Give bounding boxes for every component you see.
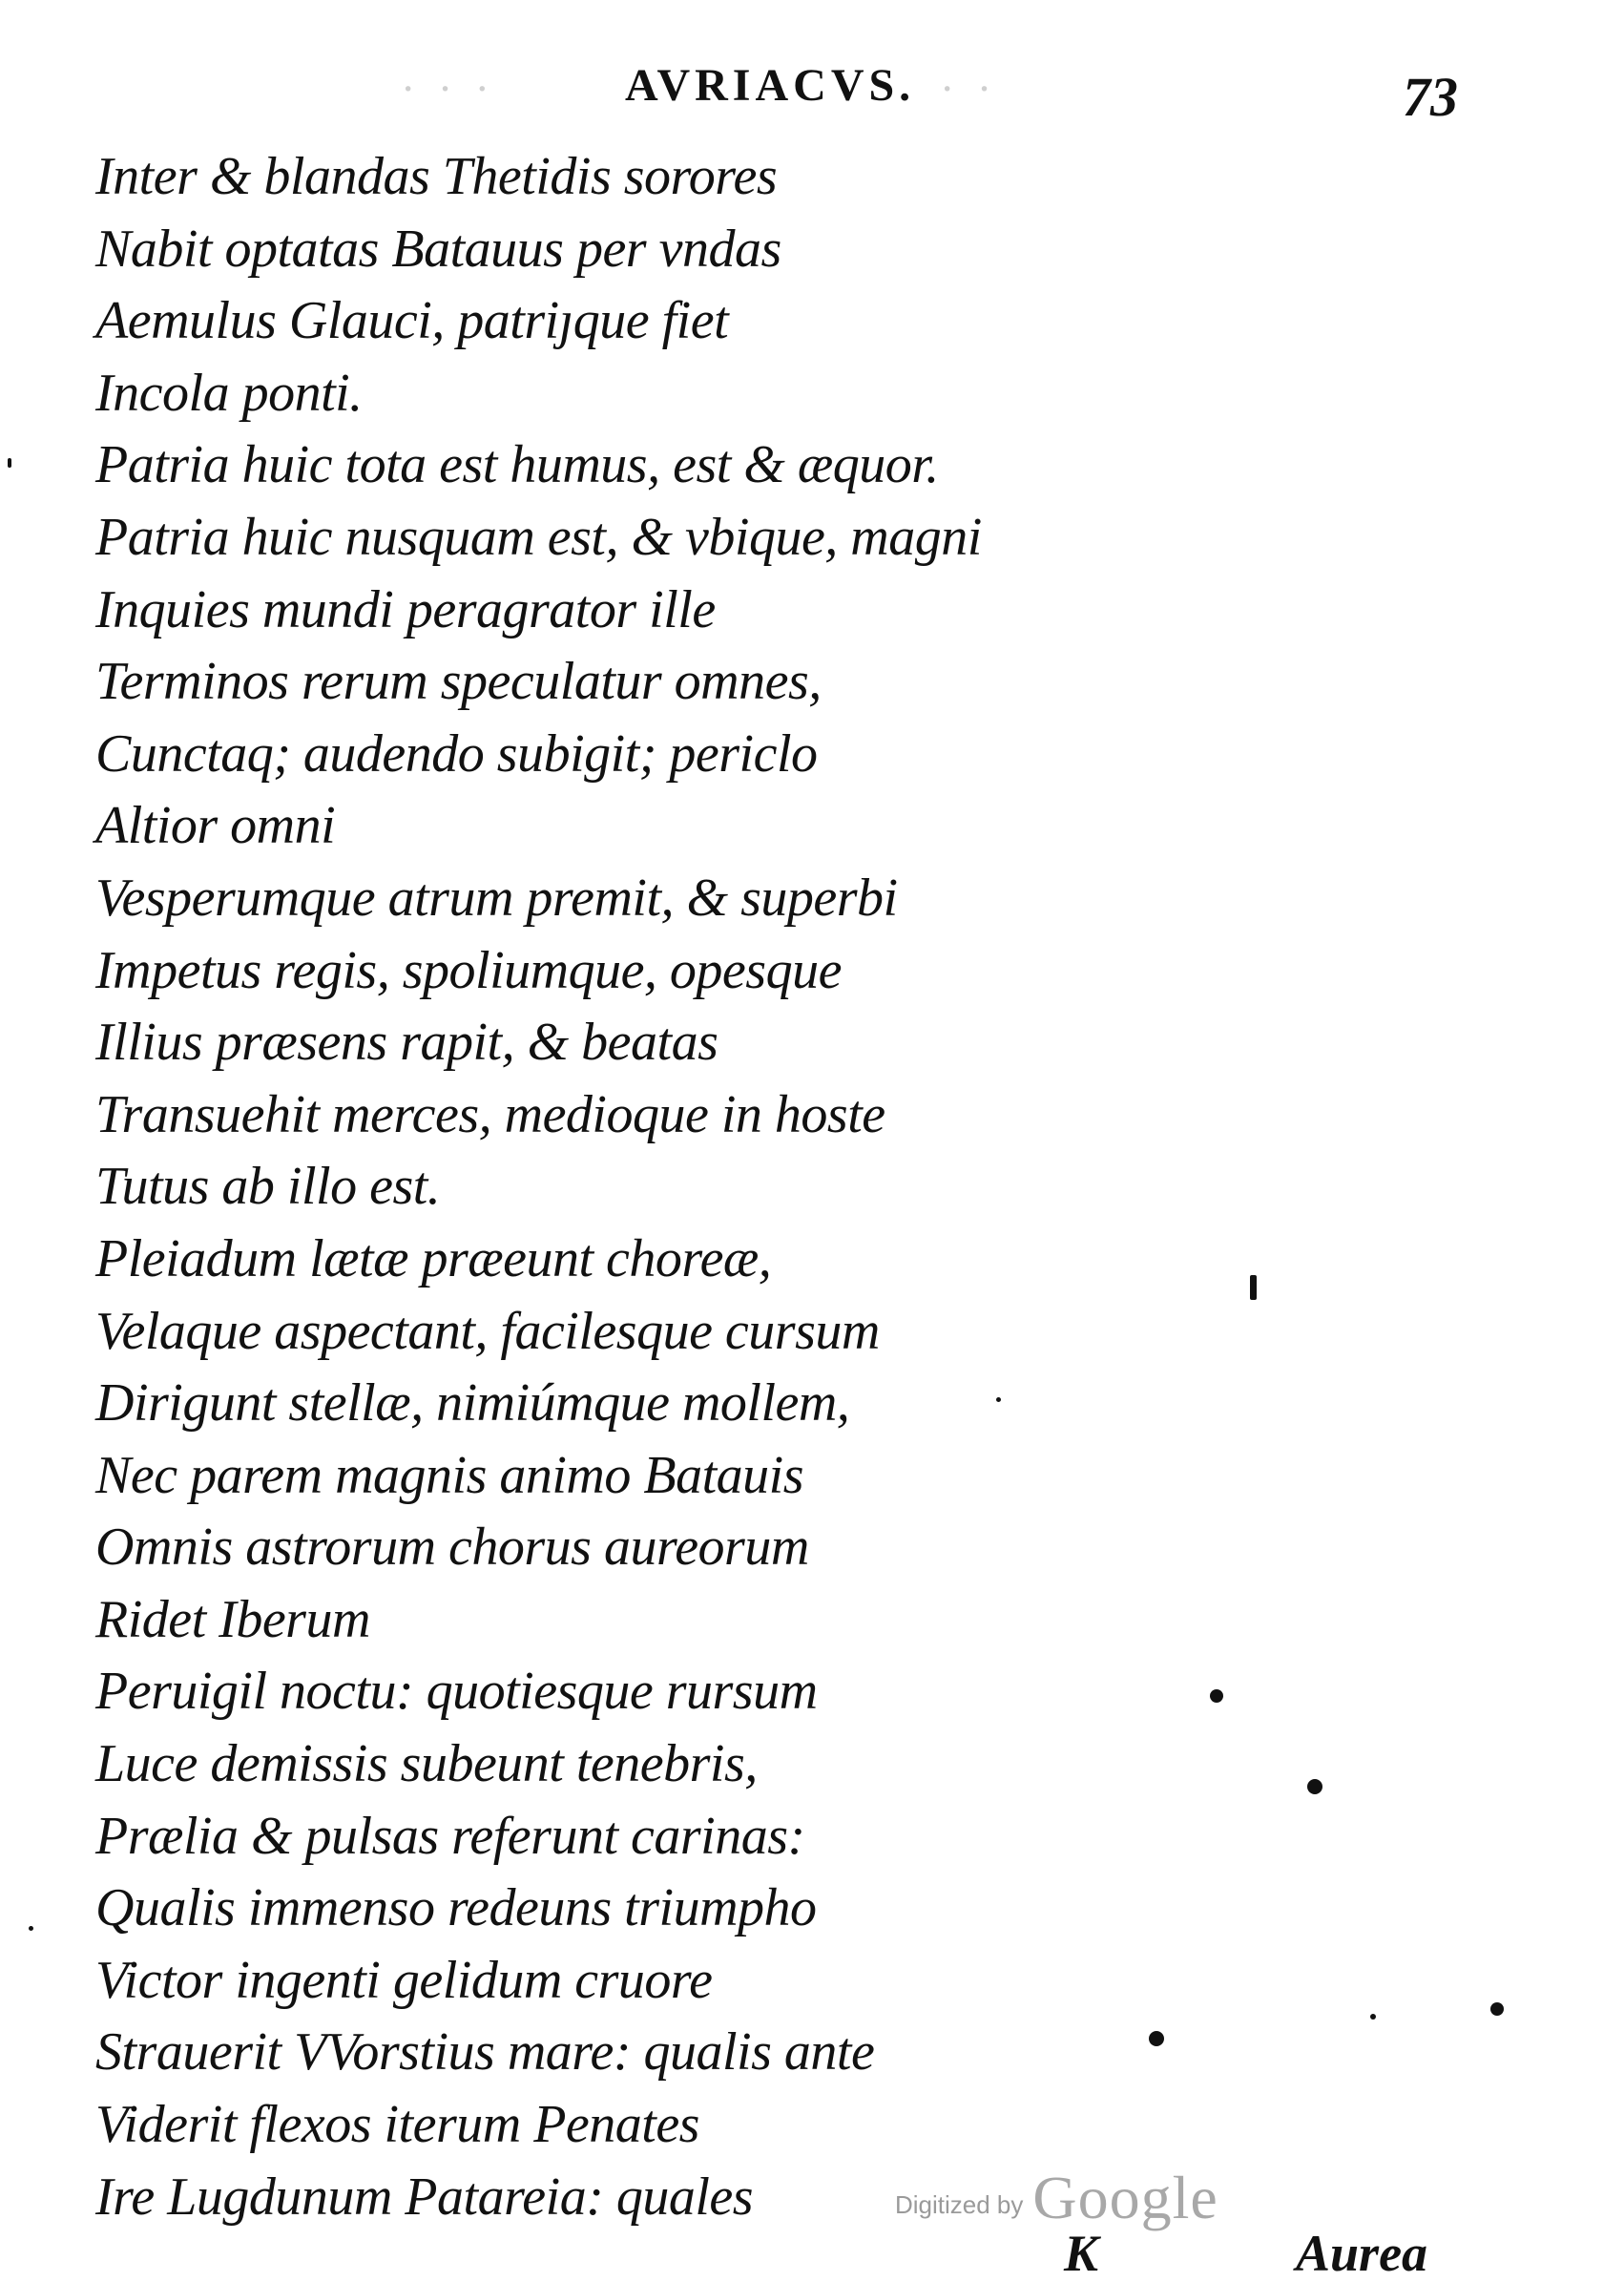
verse-line: Altior omni (95, 796, 336, 856)
catchword: Aurea (1296, 2225, 1428, 2282)
verse-line: Vesperumque atrum premit, & superbi (95, 868, 898, 928)
poem-verse (95, 141, 1240, 2233)
verse-line: Velaque aspectant, facilesque cursum (95, 1301, 880, 1361)
verse-line: Terminos rerum speculatur omnes, (95, 652, 822, 712)
running-title: AVRIACVS. (625, 60, 916, 111)
digitized-by-google-stamp (895, 2157, 1218, 2233)
verse-line: Strauerit VVorstius mare: qualis ante (95, 2022, 875, 2083)
ink-speck (1149, 2031, 1164, 2046)
verse-line: Patria huic tota est humus, est & æquor. (95, 435, 939, 495)
show-through-mark: · · (940, 64, 998, 113)
verse-line: Peruigil noctu: quotiesque rursum (95, 1662, 818, 1722)
verse-line: Patria huic nusquam est, & vbique, magni (95, 507, 982, 567)
verse-line: Viderit flexos iterum Penates (95, 2095, 699, 2155)
verse-line: Tutus ab illo est. (95, 1157, 441, 1217)
verse-line: Illius præsens rapit, & beatas (95, 1013, 718, 1073)
verse-line: Cunctaq; audendo subigit; periclo (95, 723, 818, 784)
digitized-prefix: Digitized by (895, 2190, 1024, 2219)
verse-line: Ridet Iberum (95, 1589, 370, 1649)
verse-line: Nec parem magnis animo Batauis (95, 1445, 803, 1505)
verse-line: Inquies mundi peragrator ille (95, 579, 716, 639)
ink-speck (8, 458, 11, 468)
verse-line: Transuehit merces, medioque in hoste (95, 1084, 885, 1144)
verse-line: Prælia & pulsas referunt carinas: (95, 1806, 805, 1866)
verse-line: Pleiadum lætæ præeunt choreæ, (95, 1228, 772, 1288)
ink-speck (1370, 2014, 1376, 2020)
verse-line: Inter & blandas Thetidis sorores (95, 147, 778, 206)
ink-speck (996, 1397, 1001, 1402)
page-number: 73 (1403, 66, 1458, 128)
verse-line: Incola ponti. (95, 363, 363, 423)
google-wordmark: Google (1032, 2164, 1218, 2231)
verse-line: Victor ingenti gelidum cruore (95, 1950, 713, 2010)
ink-speck (29, 1926, 33, 1931)
verse-line: Nabit optatas Batauus per vndas (95, 219, 781, 279)
verse-line: Dirigunt stellæ, nimiúmque mollem, (95, 1373, 850, 1434)
ink-speck (1490, 2002, 1504, 2016)
verse-line: Luce demissis subeunt tenebris, (95, 1734, 758, 1794)
verse-line: Impetus regis, spoliumque, opesque (95, 940, 842, 1000)
verse-line: Aemulus Glauci, patriȷque fiet (95, 291, 729, 351)
verse-line: Ire Lugdunum Patareia: quales (95, 2167, 754, 2227)
signature-mark: K (1064, 2225, 1099, 2282)
running-head (0, 59, 1624, 126)
ink-speck (1210, 1689, 1223, 1703)
ink-speck (1307, 1779, 1322, 1794)
ink-speck (1250, 1275, 1257, 1300)
verse-line: Omnis astrorum chorus aureorum (95, 1518, 809, 1578)
show-through-mark: · · · (401, 64, 495, 113)
verse-line: Qualis immenso redeuns triumpho (95, 1878, 817, 1938)
